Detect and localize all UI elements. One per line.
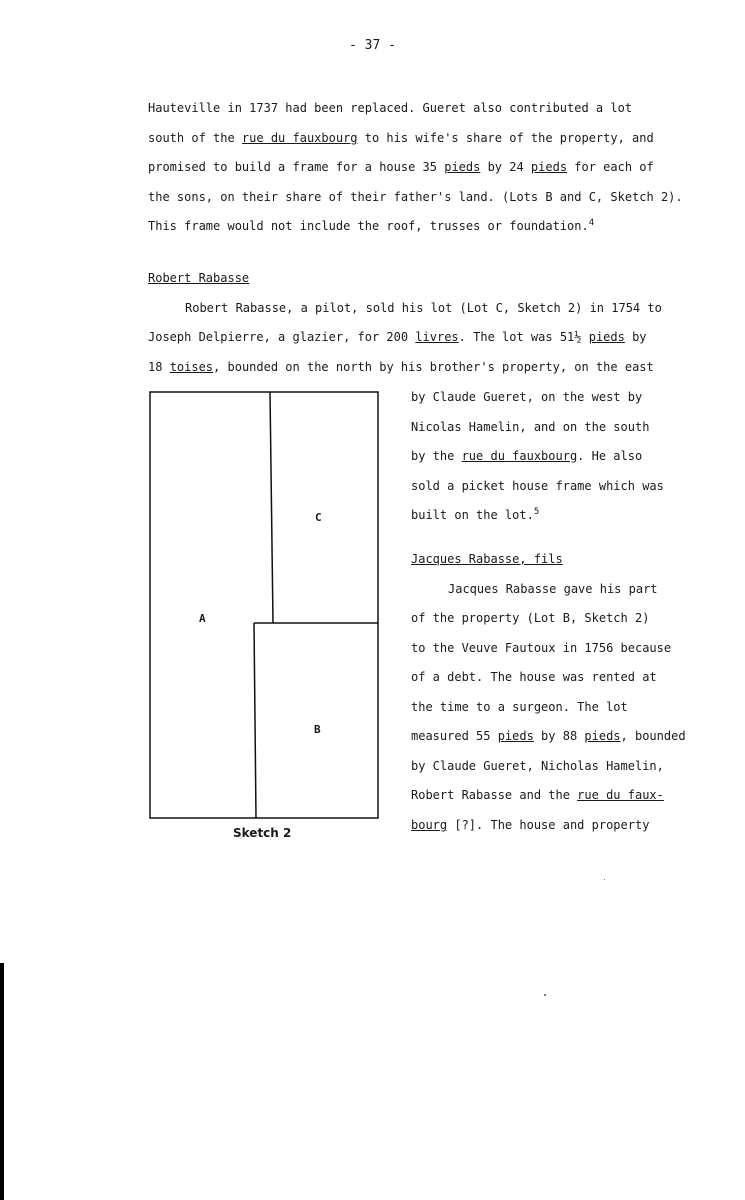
para2-line-7: sold a picket house frame which was bbox=[411, 479, 664, 493]
property-outline bbox=[150, 392, 378, 818]
para3-line-7: by Claude Gueret, Nicholas Hamelin, bbox=[411, 759, 664, 773]
para1-line-4: the sons, on their share of their father's land. (Lots B and C, Sketch 2). bbox=[148, 190, 683, 204]
lot-a-b-boundary bbox=[254, 623, 256, 818]
underlined-term: pieds bbox=[584, 729, 621, 743]
lot-a-c-boundary bbox=[270, 392, 273, 623]
scan-margin-bar bbox=[0, 963, 4, 1200]
underlined-term: rue du fauxbourg bbox=[241, 131, 358, 145]
para2-line-3: 18 toises, bounded on the north by his brother's property, on the east bbox=[148, 360, 654, 374]
para3-line-2: of the property (Lot B, Sketch 2) bbox=[411, 611, 650, 625]
scan-speck bbox=[544, 994, 546, 996]
sketch-2-diagram bbox=[148, 390, 380, 820]
lot-b-label: B bbox=[314, 723, 321, 736]
underlined-term: rue du fauxbourg bbox=[461, 449, 578, 463]
para2-line-5: Nicolas Hamelin, and on the south bbox=[411, 420, 650, 434]
para2-line-8: built on the lot.$^5$ bbox=[411, 507, 540, 522]
para1-line-3: promised to build a frame for a house 35 pieds by 24 pieds for each of bbox=[148, 160, 654, 174]
underlined-term: bourg bbox=[411, 818, 448, 832]
underlined-term: pieds bbox=[497, 729, 534, 743]
scan-speck bbox=[604, 879, 605, 880]
para3-line-9: bourg [?]. The house and property bbox=[411, 818, 650, 832]
lot-a-label: A bbox=[199, 612, 206, 625]
underlined-term: livres bbox=[415, 330, 459, 344]
para3-line-1: Jacques Rabasse gave his part bbox=[448, 582, 658, 596]
para1-line-5: This frame would not include the roof, trusses or foundation.$^4$ bbox=[148, 218, 595, 233]
para2-line-2: Joseph Delpierre, a glazier, for 200 livres. The lot was 51½ pieds by bbox=[148, 330, 647, 344]
page-number: - 37 - bbox=[349, 38, 396, 53]
para2-line-4: by Claude Gueret, on the west by bbox=[411, 390, 643, 404]
para3-line-3: to the Veuve Fautoux in 1756 because bbox=[411, 641, 672, 655]
underlined-term: pieds bbox=[588, 330, 625, 344]
section-heading-robert-rabasse: Robert Rabasse bbox=[148, 271, 250, 285]
section-heading-jacques-rabasse: Jacques Rabasse, fils bbox=[411, 552, 563, 566]
para2-line-6: by the rue du fauxbourg. He also bbox=[411, 449, 643, 463]
para1-line-1: Hauteville in 1737 had been replaced. Gueret also contributed a lot bbox=[148, 101, 633, 115]
underlined-term: toises bbox=[169, 360, 214, 374]
para1-line-2: south of the rue du fauxbourg to his wife's share of the property, and bbox=[148, 131, 654, 145]
para3-line-4: of a debt. The house was rented at bbox=[411, 670, 657, 684]
underlined-term: pieds bbox=[444, 160, 481, 174]
footnote-mark: 4 bbox=[588, 218, 595, 228]
underlined-term: pieds bbox=[530, 160, 568, 174]
sketch-caption: Sketch 2 bbox=[233, 826, 292, 840]
para3-line-6: measured 55 pieds by 88 pieds, bounded bbox=[411, 729, 686, 743]
underlined-term: rue du faux- bbox=[577, 788, 664, 802]
lot-c-label: C bbox=[315, 511, 322, 524]
footnote-mark: 5 bbox=[533, 507, 540, 517]
lot-plan-drawing bbox=[148, 390, 380, 820]
para3-line-5: the time to a surgeon. The lot bbox=[411, 700, 628, 714]
para3-line-8: Robert Rabasse and the rue du faux- bbox=[411, 788, 664, 802]
para2-line-1: Robert Rabasse, a pilot, sold his lot (Lot C, Sketch 2) in 1754 to bbox=[185, 301, 662, 315]
